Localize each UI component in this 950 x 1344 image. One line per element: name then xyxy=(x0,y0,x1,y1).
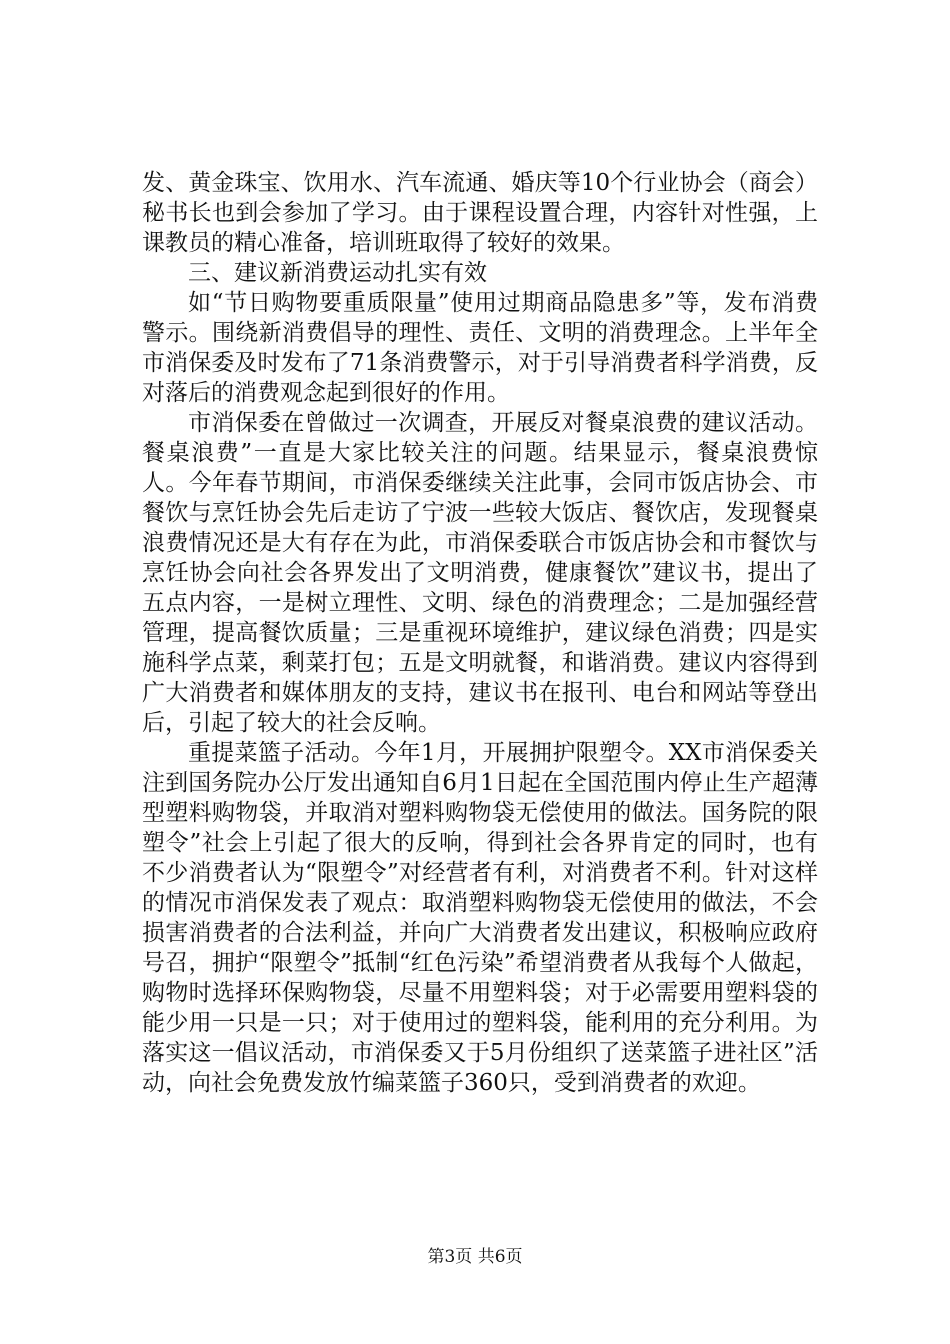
document-body xyxy=(142,168,818,1098)
page-footer: 第3页 共6页 xyxy=(427,1247,523,1267)
paragraph-food-waste: 市消保委在曾做过一次调查，开展反对餐桌浪费的建议活动。餐桌浪费”一直是大家比较关注的问题。结果显示，餐桌浪费惊人。今年春节期间，市消保委继续关注此事，会同市饭店协会、市餐饮与烹饪协会先后走访了宁波一些较大饭店、餐饮店，发现餐桌浪费情况还是大有存在为此，市消保委联合市饭店协会和市餐饮与烹饪协会向社会各界发出了文明消费，健康餐饮”建议书，提出了五点内容，一是树立理性、文明、绿色的消费理念；二是加强经营管理，提高餐饮质量；三是重视环境维护，建议绿色消费；四是实施科学点菜，剩菜打包；五是文明就餐，和谐消费。建议内容得到广大消费者和媒体朋友的支持，建议书在报刊、电台和网站等登出后，引起了较大的社会反响。 xyxy=(142,410,818,736)
paragraph-plastic-ban: 重提菜篮子活动。今年1月，开展拥护限塑令。XX市消保委关注到国务院办公厅发出通知自6月1日起在全国范围内停止生产超薄型塑料购物袋，并取消对塑料购物袋无偿使用的做法。国务院的限塑令”社会上引起了很大的反响，得到社会各界肯定的同时，也有不少消费者认为“限塑令”对经营者有利，对消费者不利。针对这样的情况市消保发表了观点：取消塑料购物袋无偿使用的做法，不会损害消费者的合法利益，并向广大消费者发出建议，积极响应政府号召，拥护“限塑令”抵制“红色污染”希望消费者从我每个人做起，购物时选择环保购物袋，尽量不用塑料袋；对于必需要用塑料袋的能少用一只是一只；对于使用过的塑料袋，能利用的充分利用。为落实这一倡议活动，市消保委又于5月份组织了送菜篮子进社区”活动，向社会免费发放竹编菜篮子360只，受到消费者的欢迎。 xyxy=(142,740,818,1096)
paragraph-continued: 发、黄金珠宝、饮用水、汽车流通、婚庆等10个行业协会（商会）秘书长也到会参加了学习。由于课程设置合理，内容针对性强，上课教员的精心准备，培训班取得了较好的效果。 xyxy=(142,170,818,256)
section-heading: 三、建议新消费运动扎实有效 xyxy=(188,260,487,286)
paragraph-consumer-warnings: 如“节日购物要重质限量”使用过期商品隐患多”等，发布消费警示。围绕新消费倡导的理性、责任、文明的消费理念。上半年全市消保委及时发布了71条消费警示，对于引导消费者科学消费，反对落后的消费观念起到很好的作用。 xyxy=(142,290,818,406)
